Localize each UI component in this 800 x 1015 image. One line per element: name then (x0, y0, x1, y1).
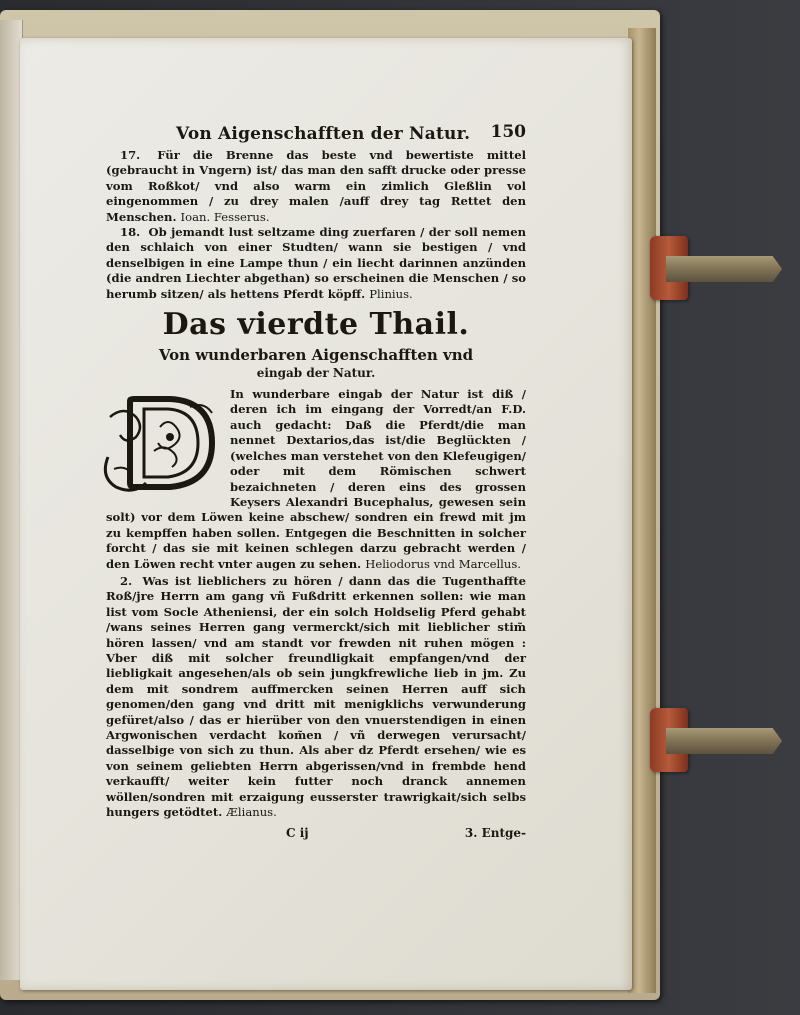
book-clasp-upper (650, 236, 790, 306)
paragraph-text: Für die Brenne das beste vnd bewertiste mittel (gebraucht in Vngern) ist/ das man den safft drucke oder presse vom Roßkot/ vnd also warm ein zimlich Gleßlin vol eingenommen / zu drey malen /auff drey tag Rettet den Menschen. (106, 148, 526, 224)
page-number: 150 (490, 122, 526, 142)
page-header (106, 122, 526, 148)
decorated-initial-d-icon (100, 387, 224, 497)
section-subtitle: Von wunderbaren Aigenschafften vnd (158, 346, 474, 365)
paragraph-text: Ob jemandt lust seltzame ding zuerfaren / der soll nemen den schlaich von einer Studten/ wann sie bestigen / vnd denselbigen in eine Lampe thun / ein liecht darinnen anzünden (die andren Liechter abgethan) so erscheinen die Menschen / so herumb sitzen/ als hettens Pferdt köpff. (106, 225, 526, 301)
paragraph-number: 17. (120, 148, 141, 162)
paragraph-18 (106, 225, 526, 302)
book-fore-edge (628, 28, 656, 993)
text-block (106, 122, 526, 846)
citation: Heliodorus vnd Marcellus. (365, 556, 521, 571)
printed-page (20, 38, 632, 990)
citation: Plinius. (369, 286, 413, 301)
citation: Ælianus. (226, 805, 277, 820)
opening-paragraph (106, 387, 526, 572)
section-title: Das vierdte Thail. (162, 307, 470, 343)
clasp-metal-icon (666, 728, 782, 754)
signature-mark: C ij (286, 826, 309, 841)
section-subtitle-line2: eingab der Natur. (256, 366, 376, 381)
paragraph-2 (106, 574, 526, 821)
opening-text: In wunderbare eingab der Natur ist diß / deren ich im eingang der Vorredt/an F.D. auch gedacht: Daß die Pferdt/die man nennet Dextarios,das ist/die Beglückten / (welches man verstehet von den Klefeugigen/ oder mit dem Römischen schwert bezaichneten / deren eins des grossen Keysers Alexandri Bucephalus, gewesen sein solt) vor dem Löwen keine abschew/ sondren ein frewd mit jm zu kempffen haben sollen. Entgegen die Beschnitten in solcher forcht / das sie mit keinen schlegen darzu gebracht werden / den Löwen recht vnter augen zu sehen. (106, 387, 526, 571)
page-footer (106, 826, 526, 846)
paragraph-number: 2. (120, 573, 133, 588)
running-head: Von Aigenschafften der Natur. (176, 124, 471, 144)
catchword: 3. Entge- (464, 826, 526, 841)
citation: Ioan. Fesserus. (180, 209, 270, 224)
paragraph-number: 18. (120, 225, 141, 240)
clasp-metal-icon (666, 256, 782, 282)
paragraph-17 (106, 148, 526, 225)
paragraph-text: Was ist lieblichers zu hören / dann das die Tugenthaffte Roß/jre Herrn am gang vñ Fußdritt erkennen sollen: wie man list vom Socle Atheniensi, der ein solch Holdselig Pferd gehabt /wans seines Herren gang vermerckt/sich mit lieblicher stim̃ hören lassen/ vnd am standt vor frewden nit ruhen mögen : Vber diß mit solcher freundligkait empfangen/vnd der liebligkait angesehen/als ob sein jungkfrewliche lieb in jm. Zu dem mit sondrem auffmercken seinen Herren auff sich genomen/den gang vnd dritt mit menigklichs verwunderung gefüret/also / das er hierüber von den vnuerstendigen in einen Argwonischen verdacht kom̃en / vñ derwegen verursacht/ dasselbige von sich zu thun. Als aber dz Pferdt ersehen/ wie es von seinem geliebten Herrn abgerissen/vnd in frembde hend verkaufft/ weiter kein futter noch dranck annemen wöllen/sondren mit erzaigung eusserster trawrigkait/sich selbs hungers getödtet. (106, 573, 526, 820)
book-clasp-lower (650, 708, 790, 778)
